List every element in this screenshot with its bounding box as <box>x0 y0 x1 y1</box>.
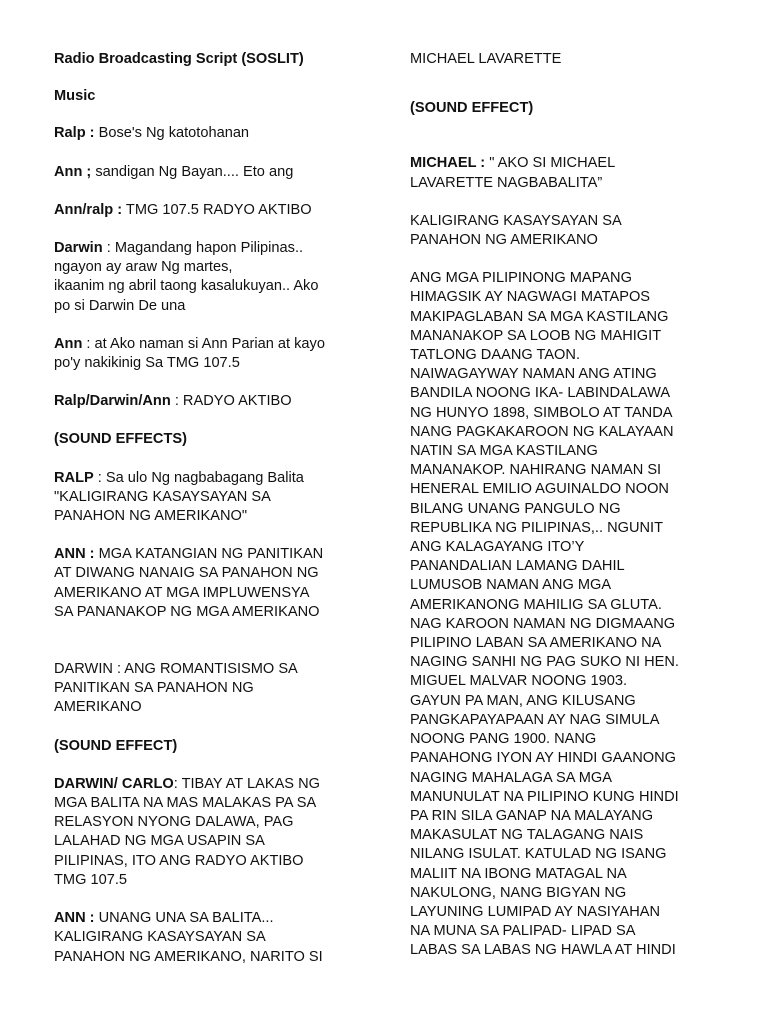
right-column <box>410 48 730 961</box>
dialogue-line: ikaanim ng abril taong kasalukuyan.. Ako <box>54 278 319 295</box>
dialogue-line: "KALIGIRANG KASAYSAYAN SA <box>54 488 271 505</box>
body-line: NAGING SANHI NG PAG SUKO NI HEN. <box>410 654 679 671</box>
body-line: AMERIKANONG MAHILIG SA GLUTA. <box>410 596 662 613</box>
body-line: HENERAL EMILIO AGUINALDO NOON <box>410 481 669 498</box>
speaker-label: Ann/ralp : <box>54 201 123 218</box>
dialogue-line <box>54 335 372 354</box>
body-line: NILANG ISULAT. KATULAD NG ISANG <box>410 846 667 863</box>
dialogue-line <box>54 545 372 564</box>
body-line: PANAHONG IYON AY HINDI GAANONG <box>410 750 676 767</box>
dialogue-line: LAVARETTE NAGBABALITA” <box>410 174 603 191</box>
dialogue-line: MGA BALITA NA MAS MALAKAS PA SA <box>54 795 317 812</box>
body-line: REPUBLIKA NG PILIPINAS,.. NGUNIT <box>410 519 664 536</box>
body-line: ANG KALAGAYANG ITO’Y <box>410 539 585 556</box>
body-line: LUMUSOB NAMAN ANG MGA <box>410 577 612 594</box>
speaker-label: Ralp/Darwin/Ann <box>54 393 171 410</box>
dialogue-line: PILIPINAS, ITO ANG RADYO AKTIBO <box>54 852 304 869</box>
dialogue-line: AT DIWANG NANAIG SA PANAHON NG <box>54 565 319 582</box>
dialogue-line: po si Darwin De una <box>54 297 186 314</box>
dialogue-line <box>54 909 372 928</box>
dialogue-line: AMERIKANO <box>54 699 142 716</box>
dialogue-line: SA PANANAKOP NG MGA AMERIKANO <box>54 603 320 620</box>
heading-line: PANAHON NG AMERIKANO <box>410 232 598 249</box>
section-heading <box>410 212 730 250</box>
music-cue: Music <box>54 88 96 105</box>
body-line: PANANDALIAN LAMANG DAHIL <box>410 558 625 575</box>
body-line: NA MUNA SA PALIPAD- LIPAD SA <box>410 923 636 940</box>
dialogue-text: : at Ako naman si Ann Parian at kayo <box>82 335 325 352</box>
body-line: TATLONG DAANG TAON. <box>410 347 581 364</box>
line-ann-1 <box>54 163 372 182</box>
script-title: Radio Broadcasting Script (SOSLIT) <box>54 51 304 67</box>
dialogue-line: po'y nakikinig Sa TMG 107.5 <box>54 355 240 372</box>
dialogue-line: PANITIKAN SA PANAHON NG <box>54 680 254 697</box>
line-ann-2 <box>54 335 372 373</box>
dialogue-line: KALIGIRANG KASAYSAYAN SA <box>54 929 266 946</box>
speaker-label: DARWIN/ CARLO <box>54 775 174 792</box>
body-line: MIGUEL MALVAR NOONG 1903. <box>410 673 628 690</box>
dialogue-line: ngayon ay araw Ng martes, <box>54 259 233 276</box>
dialogue-line: PANAHON NG AMERIKANO" <box>54 508 248 525</box>
dialogue-text: : RADYO AKTIBO <box>170 393 292 410</box>
body-line: MANANAKOP. NAHIRANG NAMAN SI <box>410 462 662 479</box>
sound-effects-cue: (SOUND EFFECTS) <box>54 431 187 448</box>
body-line: MANUNULAT NA PILIPINO KUNG HINDI <box>410 788 679 805</box>
body-line: ANG MGA PILIPINONG MAPANG <box>410 270 632 287</box>
speaker-label: ANN : <box>54 910 95 927</box>
line-ann-ralp <box>54 201 372 220</box>
dialogue-line: RELASYON NYONG DALAWA, PAG <box>54 814 294 831</box>
speaker-label: ANN : <box>54 546 95 563</box>
dialogue-text: TMG 107.5 RADYO AKTIBO <box>122 201 312 218</box>
body-line: NAGING MAHALAGA SA MGA <box>410 769 612 786</box>
body-line: NOONG PANG 1900. NANG <box>410 731 597 748</box>
line-ann-4 <box>54 909 372 967</box>
dialogue-line: TMG 107.5 <box>54 871 127 888</box>
speaker-label: MICHAEL : <box>410 155 486 172</box>
dialogue-text: : TIBAY AT LAKAS NG <box>173 775 320 792</box>
body-line: MAKIPAGLABAN SA MGA KASTILANG <box>410 308 669 325</box>
dialogue-text: Bose's Ng katotohanan <box>94 125 250 142</box>
dialogue-text: UNANG UNA SA BALITA... <box>94 910 274 927</box>
body-line: GAYUN PA MAN, ANG KILUSANG <box>410 692 636 709</box>
body-line: NANG PAGKAKAROON NG KALAYAAN <box>410 423 674 440</box>
body-line: NAG KAROON NAMAN NG DIGMAANG <box>410 615 676 632</box>
body-line: BANDILA NOONG IKA- LABINDALAWA <box>410 385 671 402</box>
dialogue-line <box>54 469 372 488</box>
body-line: NAIWAGAYWAY NAMAN ANG ATING <box>410 366 657 383</box>
news-body <box>410 269 730 960</box>
body-line: LAYUNING LUMIPAD AY NASIYAHAN <box>410 903 661 920</box>
dialogue-text: MGA KATANGIAN NG PANITIKAN <box>94 546 324 563</box>
anchor-name: MICHAEL LAVARETTE <box>410 51 562 67</box>
left-column <box>54 48 372 967</box>
line-darwin-2 <box>54 660 372 718</box>
dialogue-line <box>54 775 372 794</box>
body-line: PA RIN SILA GANAP NA MALAYANG <box>410 807 654 824</box>
body-line: PILIPINO LABAN SA AMERIKANO NA <box>410 635 662 652</box>
speaker-label: Ann ; <box>54 163 92 180</box>
body-line: NATIN SA MGA KASTILANG <box>410 443 598 460</box>
body-line: BILANG UNANG PANGULO NG <box>410 500 621 517</box>
sound-effect-cue: (SOUND EFFECT) <box>410 100 534 117</box>
line-darwin-1 <box>54 239 372 316</box>
body-line: NAKULONG, NANG BIGYAN NG <box>410 884 627 901</box>
body-line: LABAS SA LABAS NG HAWLA AT HINDI <box>410 942 676 959</box>
speaker-label: Ralp : <box>54 125 95 142</box>
dialogue-text: : Magandang hapon Pilipinas.. <box>102 240 304 257</box>
speaker-label: RALP <box>54 469 94 486</box>
body-line: HIMAGSIK AY NAGWAGI MATAPOS <box>410 289 651 306</box>
speaker-label: Ann <box>54 335 83 352</box>
heading-line: KALIGIRANG KASAYSAYAN SA <box>410 212 622 229</box>
body-line: MALIIT NA IBONG MATAGAL NA <box>410 865 627 882</box>
line-ralp-1 <box>54 124 372 143</box>
dialogue-line: LALAHAD NG MGA USAPIN SA <box>54 833 265 850</box>
dialogue-text: sandigan Ng Bayan.... Eto ang <box>91 163 294 180</box>
speaker-label: Darwin <box>54 240 103 257</box>
line-michael <box>410 154 730 192</box>
sound-effect-cue: (SOUND EFFECT) <box>54 737 178 754</box>
line-darwin-carlo <box>54 775 372 890</box>
line-all <box>54 392 372 411</box>
dialogue-line: AMERIKANO AT MGA IMPLUWENSYA <box>54 584 310 601</box>
body-line: NG HUNYO 1898, SIMBOLO AT TANDA <box>410 404 673 421</box>
dialogue-line: PANAHON NG AMERIKANO, NARITO SI <box>54 948 323 965</box>
line-ann-3 <box>54 545 372 622</box>
dialogue-line <box>54 239 372 258</box>
body-line: MAKASULAT NG TALAGANG NAIS <box>410 827 644 844</box>
dialogue-line <box>410 154 730 173</box>
body-line: MANANAKOP SA LOOB NG MAHIGIT <box>410 327 662 344</box>
line-ralp-2 <box>54 469 372 527</box>
dialogue-text: : Sa ulo Ng nagbabagang Balita <box>93 469 304 486</box>
dialogue-line: DARWIN : ANG ROMANTISISMO SA <box>54 661 298 678</box>
dialogue-text: " AKO SI MICHAEL <box>485 155 616 172</box>
body-line: PANGKAPAYAPAAN AY NAG SIMULA <box>410 711 660 728</box>
